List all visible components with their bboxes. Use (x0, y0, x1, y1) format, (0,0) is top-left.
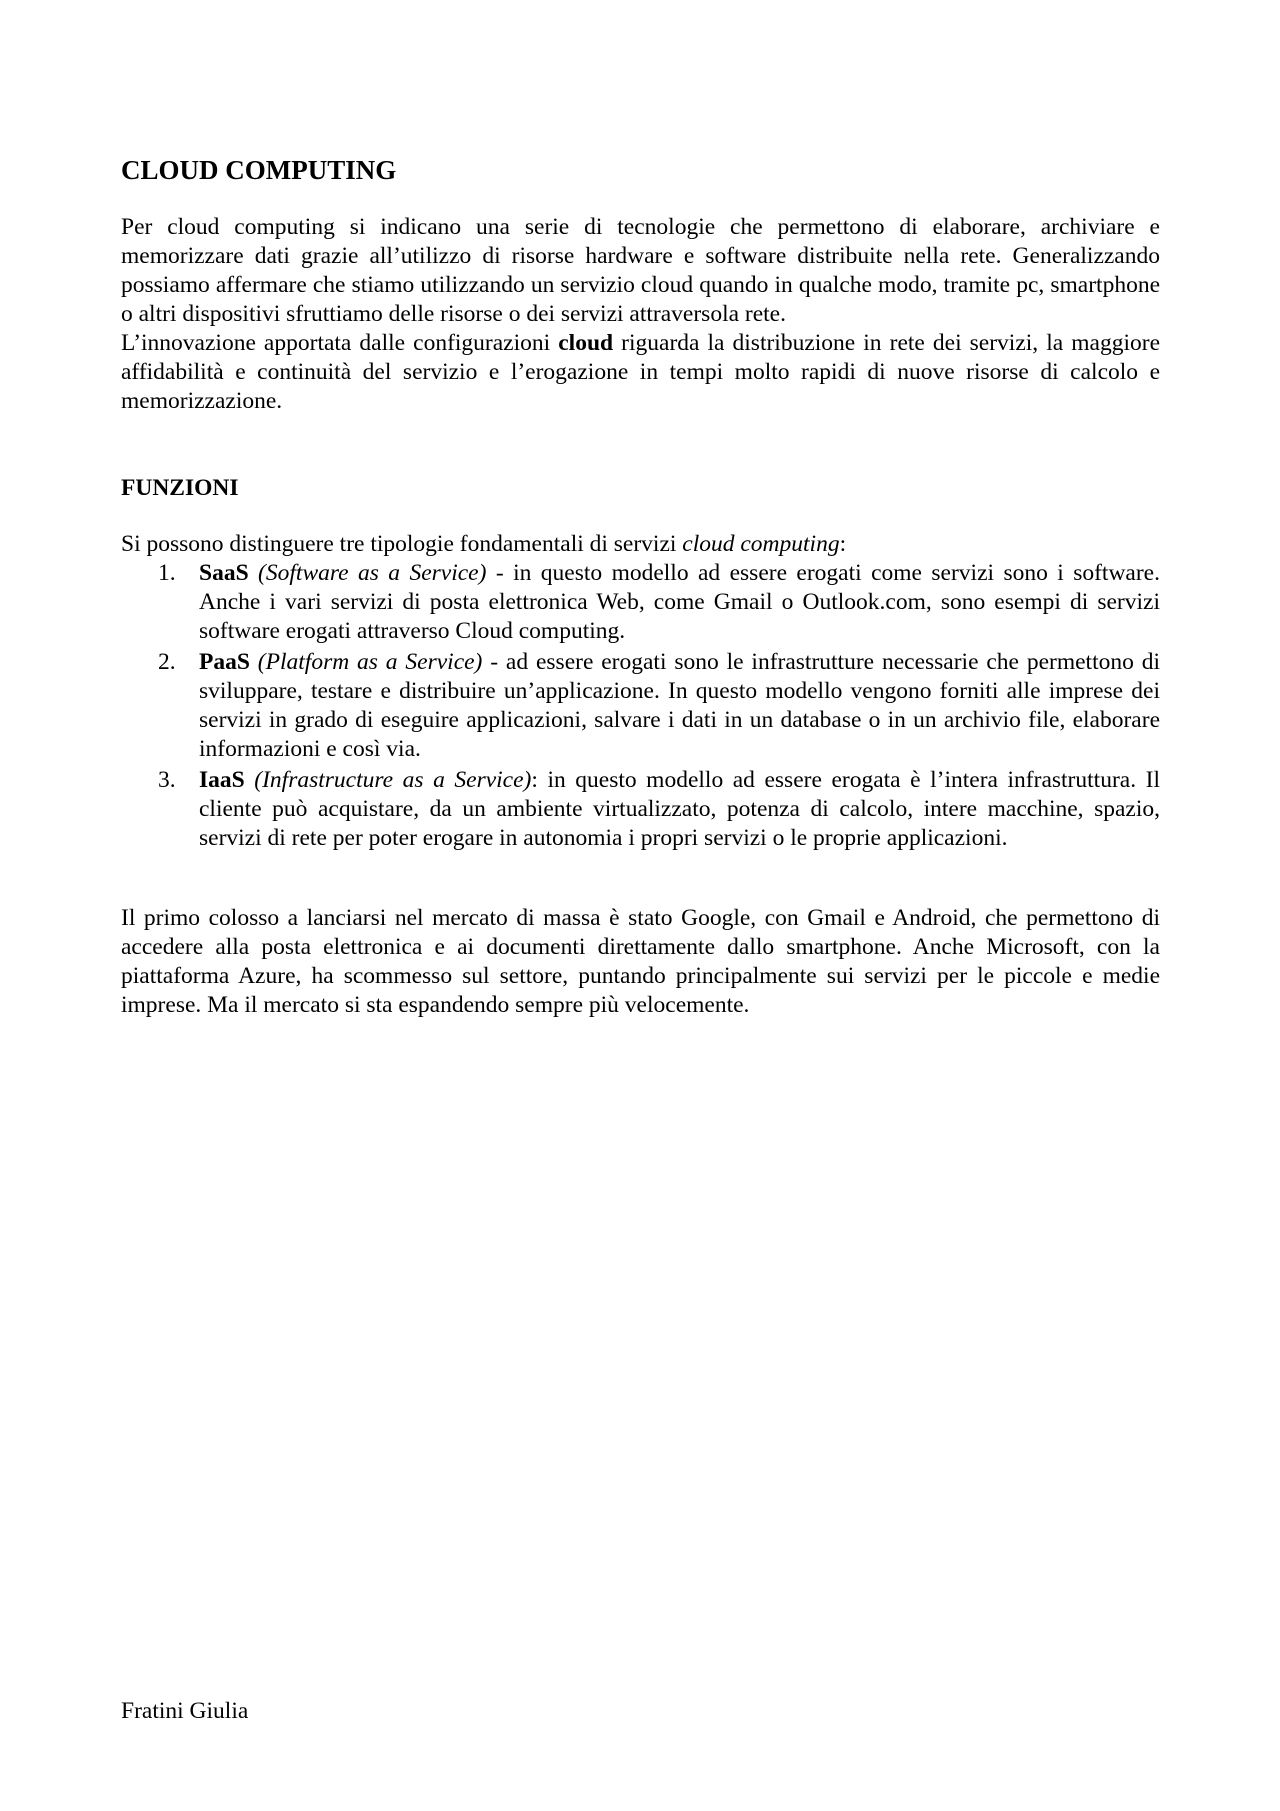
functions-section (121, 530, 1160, 853)
intro-paragraph-2-start: L’innovazione apportata dalle configurazioni (121, 330, 559, 356)
functions-lead-end: : (839, 531, 847, 557)
list-number: 1. (158, 560, 176, 586)
intro-paragraph-2 (121, 329, 1160, 416)
list-item-iaas (121, 766, 1160, 853)
intro-paragraph-2-end: riguarda la distribuzione in rete dei servizi, la maggiore affidabilità e continuità del servizio e l’erogazione in tempi molto rapidi di nuove risorse di calcolo e memorizzazione. (121, 330, 1160, 414)
functions-lead-italic: cloud computing (682, 531, 840, 557)
intro-section (121, 213, 1160, 416)
model-description: - in questo modello ad essere erogati come servizi sono i software. Anche i vari servizi di posta elettronica Web, come Gmail o Outlook.com, sono esempi di servizi software erogati attraverso Cloud computing. (199, 560, 1160, 644)
functions-heading: FUNZIONI (121, 475, 239, 501)
model-name: PaaS (199, 649, 250, 675)
author-footer: Fratini Giulia (121, 1698, 249, 1724)
functions-lead (121, 530, 1160, 559)
list-item-saas (121, 559, 1160, 646)
model-expansion: (Platform as a Service) (249, 649, 483, 675)
functions-lead-start: Si possono distinguere tre tipologie fondamentali di servizi (121, 531, 683, 557)
document-title: CLOUD COMPUTING (121, 155, 397, 185)
model-description: : in questo modello ad essere erogata è l’intera infrastruttura. Il cliente può acquistare, da un ambiente virtualizzato, potenza di calcolo, intere macchine, spazio, servizi di rete per poter erogare in autonomia i propri servizi o le proprie applicazioni. (199, 767, 1160, 851)
list-number: 3. (158, 767, 176, 793)
list-number: 2. (158, 649, 176, 675)
cloud-keyword: cloud (558, 330, 614, 356)
model-name: IaaS (199, 767, 245, 793)
model-expansion: (Software as a Service) (248, 560, 487, 586)
model-expansion: (Infrastructure as a Service) (244, 767, 532, 793)
service-model-list (121, 559, 1160, 853)
list-item-paas (121, 648, 1160, 764)
closing-section (121, 904, 1160, 1020)
intro-paragraph-1: Per cloud computing si indicano una serie di tecnologie che permettono di elaborare, archiviare e memorizzare dati grazie all’utilizzo di risorse hardware e software distribuite nella rete. Generalizzando possiamo affermare che stiamo utilizzando un servizio cloud quando in qualche modo, tramite pc, smartphone o altri dispositivi sfruttiamo delle risorse o dei servizi attraversola rete. (121, 214, 1160, 327)
model-description: - ad essere erogati sono le infrastrutture necessarie che permettono di sviluppare, testare e distribuire un’applicazione. In questo modello vengono forniti alle imprese dei servizi in grado di eseguire applicazioni, salvare i dati in un database o in un archivio file, elaborare informazioni e così via. (199, 649, 1160, 762)
model-name: SaaS (199, 560, 249, 586)
closing-paragraph: Il primo colosso a lanciarsi nel mercato di massa è stato Google, con Gmail e Android, che permettono di accedere alla posta elettronica e ai documenti direttamente dallo smartphone. Anche Microsoft, con la piattaforma Azure, ha scommesso sul settore, puntando principalmente sui servizi per le piccole e medie imprese. Ma il mercato si sta espandendo sempre più velocemente. (121, 905, 1160, 1018)
